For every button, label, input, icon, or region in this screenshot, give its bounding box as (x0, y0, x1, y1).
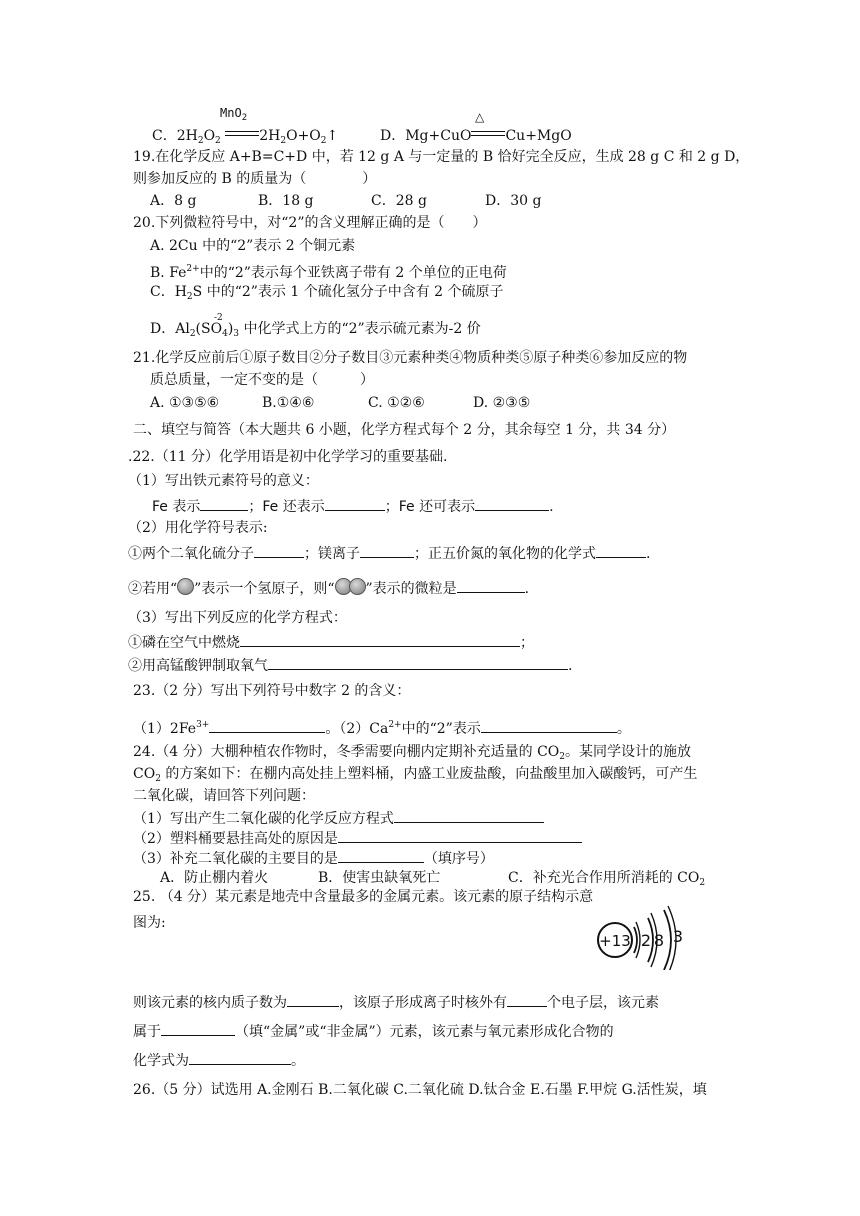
q22-stem: .22.（11 分）化学用语是初中化学学习的重要基础. (128, 449, 448, 465)
shell-electrons: 8 (653, 931, 665, 950)
answer-blank[interactable] (507, 992, 547, 1007)
q23-stem: 23.（2 分）写出下列符号中数字 2 的含义： (133, 683, 411, 699)
answer-blank[interactable] (475, 496, 549, 511)
nucleus-charge: +13 (599, 932, 631, 950)
shell-electrons: 3 (672, 927, 684, 946)
equals-sign-icon (225, 126, 259, 142)
q22-part1: （1）写出铁元素符号的意义： (128, 473, 319, 489)
q18-catalyst: MnO$_2$ (220, 106, 248, 123)
answer-blank[interactable] (360, 543, 414, 558)
answer-blank[interactable] (394, 808, 544, 823)
q24-option-b: B．使害虫缺氧死亡 (318, 870, 441, 886)
shell-electrons: 2 (640, 931, 652, 950)
q24-line2: $CO_2$ 的方案如下：在棚内高处挂上塑料桶，内盛工业废盐酸，向盐酸里加入碳酸钙，可产生 (133, 766, 698, 784)
q22-reaction1: ①磷在空气中燃烧 ； (128, 632, 534, 652)
q24-line3: 二氧化碳，请回答下列问题： (133, 788, 315, 804)
q20-option-a: A. 2Cu 中的“2”表示 2 个铜元素 (150, 238, 356, 254)
q22-part2: （2）用化学符号表示: (128, 520, 268, 536)
hydrogen-atom-icon (177, 578, 194, 595)
answer-blank[interactable] (268, 655, 568, 670)
answer-blank[interactable] (596, 543, 646, 558)
q25-fill-line2: 属于 （填“金属”或“非金属”）元素，该元素与氧元素形成化合物的 (133, 1021, 614, 1041)
answer-blank[interactable] (209, 718, 325, 733)
q20-option-b: B. $Fe^{2+}$中的“2”表示每个亚铁离子带有 2 个单位的正电荷 (150, 264, 507, 281)
q21-option-c: C. ①②⑥ (368, 395, 425, 411)
q24-line1: 24.（4 分）大棚种植农作物时，冬季需要向棚内定期补充适量的 $CO_2$。某同学设计的施放 (133, 744, 691, 762)
answer-blank[interactable] (189, 1050, 291, 1065)
q24-part1: （1）写出产生二氧化碳的化学反应方程式 (133, 808, 544, 828)
q19-line1: 19.在化学反应 A+B=C+D 中，若 12 g A 与一定量的 B 恰好完全反应，生成 28 g C 和 2 g D， (133, 149, 750, 165)
answer-blank[interactable] (325, 496, 385, 511)
q26-line1: 26.（5 分）试选用 A.金刚石 B.二氧化碳 C.二氧化硫 D.钛合金 E.石墨 F.甲烷 G.活性炭，填 (133, 1082, 707, 1098)
answer-blank[interactable] (240, 632, 520, 647)
q19-option-d: D．30 g (485, 193, 542, 209)
answer-blank[interactable] (457, 578, 525, 593)
section-heading: 二、填空与简答（本大题共 6 小题，化学方程式每个 2 分，其余每空 1 分，共 34 分） (133, 422, 676, 438)
atomic-structure-diagram (592, 900, 702, 970)
q21-line1: 21.化学反应前后①原子数目②分子数目③元素种类④物质种类⑤原子种类⑥参加反应的物 (133, 350, 688, 366)
q24-option-c: C．补充光合作用所消耗的 $CO_2$ (508, 870, 706, 888)
q25-line1: 25. （4 分）某元素是地壳中含量最多的金属元素。该元素的原子结构示意 (133, 889, 594, 905)
q22-part3: （3）写出下列反应的化学方程式： (128, 610, 347, 626)
q22-hydrogen-line: ②若用“ ”表示一个氢原子，则“ ”表示的微粒是 . (128, 578, 529, 598)
q22-fe-line: Fe 表示 ；Fe 还表示 ；Fe 还可表示 . (152, 496, 554, 516)
q21-option-a: A. ①③⑤⑥ (150, 395, 220, 411)
answer-blank[interactable] (481, 718, 617, 733)
q22-reaction2: ②用高锰酸钾制取氧气 . (128, 655, 572, 675)
q25-line2: 图为: (133, 915, 166, 931)
answer-blank[interactable] (161, 1021, 235, 1036)
q19-line2: 则参加反应的 B 的质量为（ ） (133, 171, 377, 187)
q18-option-c: C．$2H_2O_2$ $2H_2O+O_2↑$ (152, 128, 339, 146)
answer-blank[interactable] (338, 848, 424, 863)
q24-option-a: A．防止棚内着火 (160, 870, 269, 886)
answer-blank[interactable] (200, 496, 248, 511)
q24-part2: （2）塑料桶要悬挂高处的原因是 (133, 828, 582, 848)
q21-line2: 质总质量，一定不变的是（ ） (150, 372, 374, 388)
q18-option-d: D．Mg+CuO Cu+MgO (380, 128, 572, 144)
q21-option-d: D. ②③⑤ (473, 395, 531, 411)
q20-valence: -2 (214, 313, 223, 323)
q18-heat-symbol: △ (475, 110, 485, 124)
q25-fill-line3: 化学式为 。 (133, 1050, 305, 1070)
q19-option-a: A．8 g (150, 193, 197, 209)
hydrogen-atom-icon (349, 578, 366, 595)
q20-option-c: C．$H_2S$ 中的“2”表示 1 个硫化氢分子中含有 2 个硫原子 (150, 284, 504, 302)
q19-option-b: B．18 g (258, 193, 314, 209)
answer-blank[interactable] (287, 992, 339, 1007)
equals-sign-icon (471, 126, 505, 142)
answer-blank[interactable] (338, 828, 582, 843)
q19-option-c: C．28 g (371, 193, 427, 209)
q25-fill-line1: 则该元素的核内质子数为 ，该原子形成离子时核外有 个电子层，该元素 (133, 992, 659, 1012)
q22-symbols-line: ①两个二氧化硫分子 ；镁离子 ；正五价氮的氧化物的化学式 . (128, 543, 650, 563)
q21-option-b: B.①④⑥ (262, 395, 315, 411)
q23-answer-line: $(1)2Fe^{3+}$ 。$(2)Ca^{2+}$中的“2”表示 。 (133, 720, 631, 737)
q24-part3: （3）补充二氧化碳的主要目的是 （填序号） (133, 848, 494, 868)
q20-stem: 20.下列微粒符号中，对“2”的含义理解正确的是（ ） (133, 215, 487, 231)
q20-option-d: D．$Al_2(SO_4)_3$ 中化学式上方的“2”表示硫元素为-2 价 (150, 321, 481, 339)
answer-blank[interactable] (254, 543, 304, 558)
